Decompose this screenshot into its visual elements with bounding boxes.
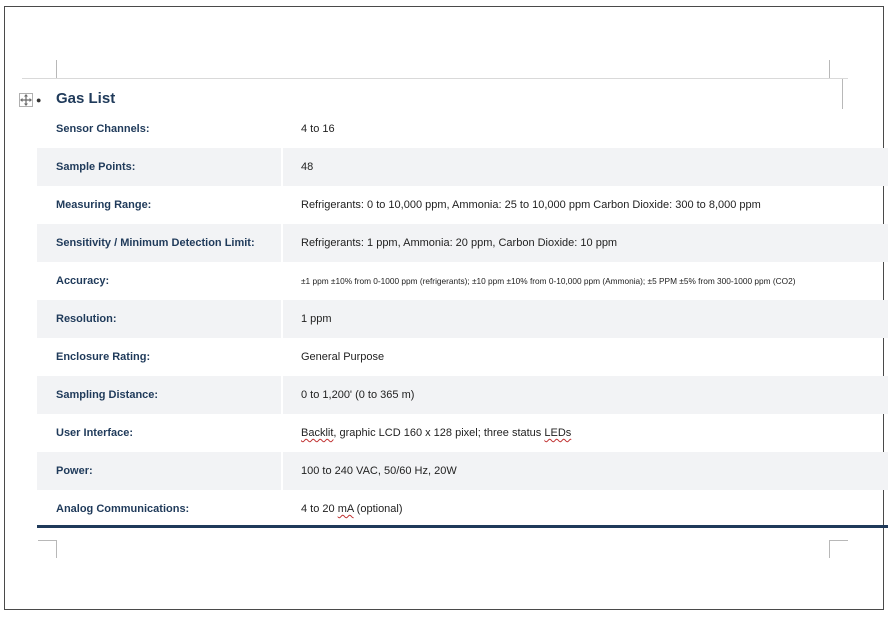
spelling-flag[interactable]: Backlit — [301, 427, 334, 439]
row-value: 48 — [301, 161, 314, 173]
table-row — [37, 186, 888, 224]
row-label: Sensitivity / Minimum Detection Limit: — [56, 237, 255, 249]
table-row — [37, 338, 888, 376]
row-value: General Purpose — [301, 351, 385, 363]
row-label: Resolution: — [56, 313, 117, 325]
row-value: 0 to 1,200' (0 to 365 m) — [301, 389, 415, 401]
table-row — [37, 452, 888, 490]
value-text: , graphic LCD 160 x 128 pixel; three status — [333, 427, 545, 439]
crop-mark-bottom-left-h — [38, 540, 57, 541]
crop-mark-bottom-right-h — [829, 540, 848, 541]
crop-mark-top-left-v — [56, 60, 57, 78]
move-arrows-icon — [20, 94, 32, 106]
row-label: Sensor Channels: — [56, 123, 150, 135]
table-row — [37, 376, 888, 414]
table-row — [37, 490, 888, 528]
row-label: Accuracy: — [56, 275, 110, 287]
page-title: Gas List — [56, 90, 116, 107]
table-move-handle[interactable] — [19, 93, 33, 107]
spec-table — [37, 110, 888, 528]
crop-mark-right-edge — [842, 79, 843, 109]
row-label: Power: — [56, 465, 93, 477]
value-text: 4 to 20 — [301, 503, 338, 515]
row-value: Refrigerants: 1 ppm, Ammonia: 20 ppm, Carbon Dioxide: 10 ppm — [301, 237, 618, 249]
table-row — [37, 262, 888, 300]
spelling-flag[interactable]: LEDs — [544, 427, 572, 439]
row-value: Refrigerants: 0 to 10,000 ppm, Ammonia: 25 to 10,000 ppm Carbon Dioxide: 300 to 8,000 ppm — [301, 199, 761, 211]
crop-mark-bottom-left-v — [56, 540, 57, 558]
row-value: 1 ppm — [301, 313, 332, 325]
header-margin-line — [22, 78, 848, 79]
crop-mark-bottom-right-v — [829, 540, 830, 558]
row-label: Sample Points: — [56, 161, 136, 173]
row-value — [301, 427, 571, 439]
table-row — [37, 110, 888, 148]
table-row — [37, 224, 888, 262]
spelling-flag[interactable]: mA — [337, 503, 354, 515]
value-text: (optional) — [353, 503, 403, 515]
row-value: 4 to 16 — [301, 123, 335, 135]
crop-mark-top-right-v — [829, 60, 830, 78]
row-label: User Interface: — [56, 427, 134, 439]
row-label: Enclosure Rating: — [56, 351, 151, 363]
table-bottom-border — [37, 525, 888, 528]
row-value — [301, 503, 403, 515]
row-value: ±1 ppm ±10% from 0-1000 ppm (refrigerants); ±10 ppm ±10% from 0-10,000 ppm (Ammonia); ±5 PPM ±5% from 300-1000 ppm (CO2) — [301, 276, 796, 286]
table-row — [37, 414, 888, 452]
table-row — [37, 148, 888, 186]
row-label: Measuring Range: — [56, 199, 152, 211]
table-row — [37, 300, 888, 338]
row-label: Sampling Distance: — [56, 389, 159, 401]
paragraph-bullet: ● — [36, 95, 42, 105]
row-value: 100 to 240 VAC, 50/60 Hz, 20W — [301, 465, 457, 477]
row-label: Analog Communications: — [56, 503, 190, 515]
